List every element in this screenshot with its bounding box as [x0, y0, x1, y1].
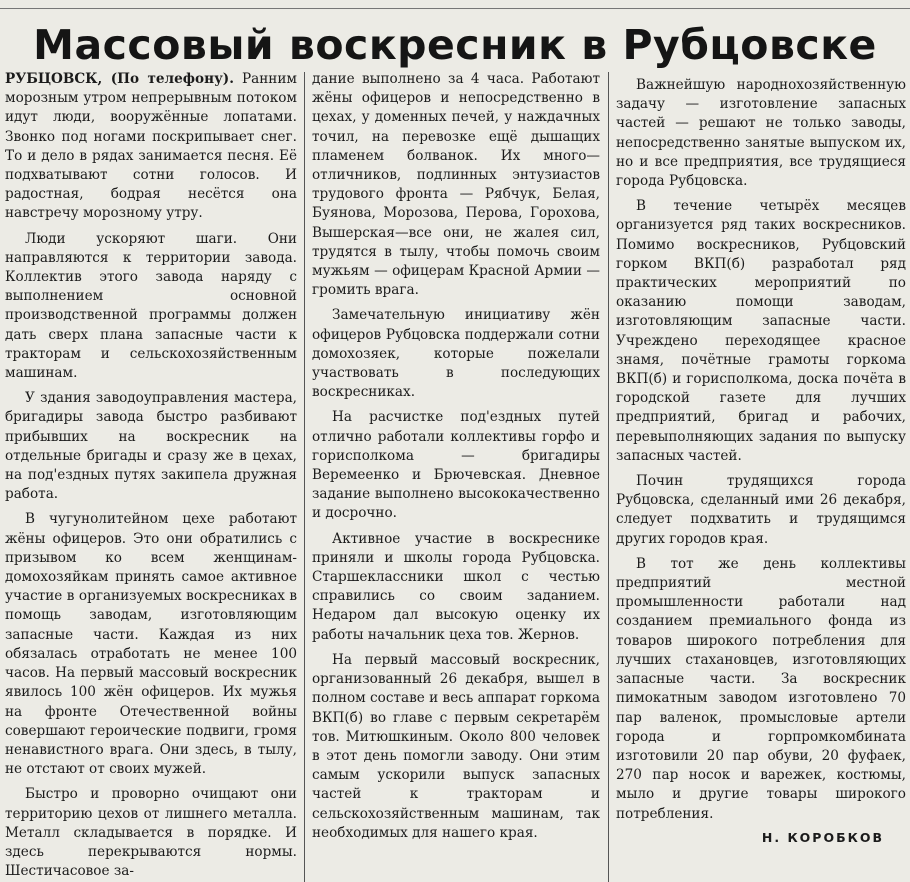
- paragraph: На первый массовый воскресник, организованный 26 декабря, вышел в полном составе и весь аппарат горкома ВКП(б) во главе с первым секретарём тов. Митюшкиным. Около 800 человек в этот день помогли заводу. Они этим самым ускорили выпуск запасных частей к тракторам и сельскохозяйственным машинам, так необходимых для нашего края.: [312, 651, 600, 841]
- column-3: [616, 70, 906, 882]
- paragraph: В тот же день коллективы предприятий местной промышленности работали над созданием премиального фонда из товаров широкого потребления для лучших стахановцев, изготовляющих запасные части. За воскресник пимокатным заводом изготовлено 70 пар валенок, промысловые артели города и горпромкомбината изготовили 20 пар обуви, 20 фуфаек, 270 пар носок и варежек, костюмы, мыло и другие товары широкого потребления.: [616, 555, 906, 822]
- paragraph: Люди ускоряют шаги. Они направляются к территории завода. Коллектив этого завода наряду с выполнением основной производственной программы должен дать сверх плана запасные части к тракторам и сельскохозяйственным машинам.: [5, 230, 297, 382]
- paragraph: дание выполнено за 4 часа. Работают жёны офицеров и непосредственно в цехах, у доменных печей, у наждачных точил, на перевозке ещё дышащих пламенем болванок. Их много—отличников, подлинных энтузиастов трудового фронта — Рябчук, Белая, Буянова, Морозова, Перова, Горохова, Вышерская—все они, не жалея сил, трудятся в тылу, чтобы помочь своим мужьям — офицерам Красной Армии — громить врага.: [312, 71, 600, 299]
- author-signature: Н. КОРОБКОВ: [761, 829, 884, 845]
- paragraph: Быстро и проворно очищают они территорию цехов от лишнего металла. Металл складывается в порядке. И здесь перекрываются нормы. Шестичасовое за-: [5, 786, 297, 880]
- paragraph: Важнейшую народнохозяйственную задачу — изготовление запасных частей — решают не только заводы, непосредственно занятые выпуском их, но и все предприятия, все трудящиеся города Рубцовска.: [616, 77, 906, 190]
- paragraph: У здания заводоуправления мастера, бригадиры завода быстро разбивают прибывших на воскресник на отдельные бригады и сразу же в цехах, на под'ездных путях закипела дружная работа.: [5, 390, 297, 503]
- top-rule: [0, 0, 910, 9]
- paragraph: Замечательную инициативу жён офицеров Рубцовска поддержали сотни домохозяек, которые пожелали участвовать в последующих воскресниках.: [312, 307, 600, 401]
- paragraph: Активное участие в воскреснике приняли и школы города Рубцовска. Старшеклассники школ с честью справились со своим заданием. Недаром дал высокую оценку их работы начальник цеха тов. Жернов.: [312, 530, 600, 643]
- column-2: [312, 70, 600, 882]
- paragraph: В чугунолитейном цехе работают жёны офицеров. Это они обратились с призывом ко всем женщинам-домохозяйкам принять самое активное участие в организуемых воскресниках в помощь заводам, изготовляющим запасные части. Каждая из них обязалась отработать не менее 100 часов. На первый массовый воскресник явилось 100 жён офицеров. Их мужья на фронте Отечественной войны совершают героические подвиги, громя ненавистного врага. Они здесь, в тылу, не отстают от своих мужей.: [5, 511, 297, 778]
- dateline: РУБЦОВСК, (По телефону).: [5, 71, 234, 87]
- paragraph: В течение четырёх месяцев организуется ряд таких воскресников. Помимо воскресников, Рубцовский горком ВКП(б) разработал ряд практических мероприятий по оказанию помощи заводам, изготовляющим запасные части. Учреждено переходящее красное знамя, почётные грамоты горкома ВКП(б) и горисполкома, доска почёта в городской газете для лучших предприятий, бригад и рабочих, перевыполняющих задания по выпуску запасных частей.: [616, 198, 906, 464]
- paragraph: На расчистке под'ездных путей отлично работали коллективы горфо и горисполкома — бригадиры Веремеенко и Брючевская. Дневное задание выполнено высококачественно и досрочно.: [312, 409, 600, 522]
- column-1: [5, 70, 297, 882]
- paragraph: Ранним морозным утром непрерывным потоком идут люди, вооружённые лопатами. Звонко под ногами поскрипывает снег. То и дело в рядах занимается песня. Её подхватывают сотни голосов. И радостная, бодрая несётся она навстречу морозному утру.: [5, 71, 297, 222]
- article-body: [0, 70, 910, 882]
- article-headline: Массовый воскресник в Рубцовске: [33, 21, 877, 69]
- paragraph: Почин трудящихся города Рубцовска, сделанный ими 26 декабря, следует подхватить и трудящимся других городов края.: [616, 473, 906, 547]
